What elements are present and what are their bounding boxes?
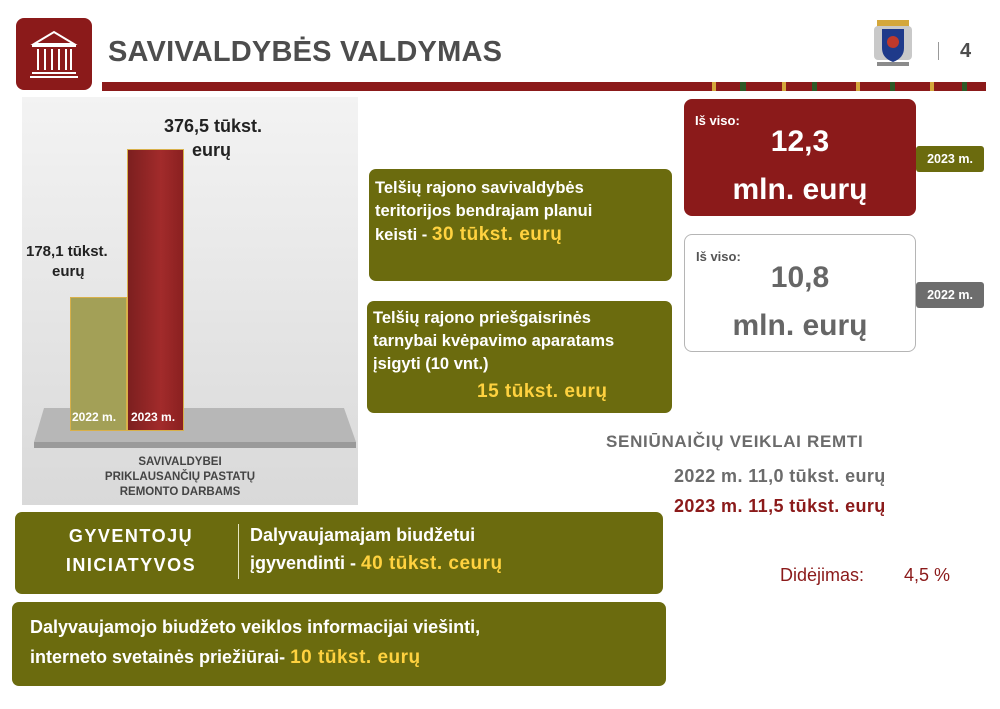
- data-label-2023: 376,5 tūkst. eurų: [164, 116, 263, 160]
- total-2023-card: [684, 99, 916, 216]
- seniunaiciai-title: SENIŪNAIČIŲ VEIKLAI REMTI: [606, 432, 864, 451]
- plan-box: [369, 169, 672, 281]
- total-2023-unit: mln. eurų: [732, 173, 868, 206]
- total-2022-number: 10,8: [770, 261, 830, 294]
- page-number: 4: [960, 40, 972, 62]
- rule-accent: [740, 82, 746, 91]
- rule-accent: [890, 82, 895, 91]
- initiatives-amount: 40 tūkst. ceurų: [361, 553, 503, 574]
- seniunaiciai-2023: 2023 m. 11,5 tūkst. eurų: [674, 496, 886, 516]
- municipality-building-icon: [16, 18, 92, 90]
- year-tag-2023: 2023 m.: [916, 146, 984, 172]
- fire-line-3: įsigyti (10 vnt.): [373, 355, 489, 373]
- rule-accent: [962, 82, 967, 91]
- fire-box: [367, 301, 672, 413]
- fire-line-1: Telšių rajono priešgaisrinės: [373, 309, 591, 327]
- rule-accent: [812, 82, 817, 91]
- total-2023-number: 12,3: [770, 125, 830, 158]
- header-rule: [102, 82, 986, 91]
- data-label-2022: 178,1 tūkst. eurų: [26, 243, 108, 280]
- plan-amount: 30 tūkst. eurų: [431, 224, 563, 245]
- total-2023-label: Iš viso:: [695, 113, 740, 128]
- plan-line-1: Telšių rajono savivaldybės: [375, 179, 584, 197]
- x-tick-label-2022: 2022 m.: [72, 410, 117, 424]
- header-separator: [938, 42, 939, 60]
- total-2022-unit: mln. eurų: [732, 309, 868, 342]
- initiatives-divider: [238, 524, 239, 579]
- fire-amount: 15 tūkst. eurų: [477, 381, 608, 402]
- info-text: Dalyvaujamojo biudžeto veiklos informacijai viešinti, interneto svetainės priežiūrai- 10 tūkst. eurų: [30, 617, 481, 668]
- initiatives-title: GYVENTOJŲ INICIATYVOS: [65, 526, 197, 575]
- rule-accent: [856, 82, 860, 91]
- year-tag-2022: 2022 m.: [916, 282, 984, 308]
- rule-accent: [712, 82, 716, 91]
- growth-value: 4,5 %: [904, 565, 951, 585]
- bar-2023: [127, 149, 184, 431]
- growth-label: Didėjimas:: [780, 565, 865, 585]
- plan-line-3: keisti -: [375, 226, 428, 244]
- seniunaiciai-2022: 2022 m. 11,0 tūkst. eurų: [674, 466, 886, 486]
- chart-caption: SAVIVALDYBEI PRIKLAUSANČIŲ PASTATŲ REMONTO DARBAMS: [104, 456, 256, 498]
- x-tick-label-2023: 2023 m.: [131, 410, 176, 424]
- rule-accent: [930, 82, 934, 91]
- rule-accent: [782, 82, 786, 91]
- page-title: SAVIVALDYBĖS VALDYMAS: [108, 36, 503, 68]
- initiatives-text: Dalyvaujamajam biudžetui įgyvendinti - 40 tūkst. ceurų: [250, 525, 503, 574]
- fire-line-2: tarnybai kvėpavimo aparatams: [373, 332, 615, 350]
- info-amount: 10 tūkst. eurų: [290, 647, 421, 668]
- plan-line-2: teritorijos bendrajam planui: [375, 202, 593, 220]
- coat-of-arms-icon: [873, 18, 913, 68]
- total-2022-card: [684, 234, 916, 352]
- total-2022-label: Iš viso:: [696, 249, 741, 264]
